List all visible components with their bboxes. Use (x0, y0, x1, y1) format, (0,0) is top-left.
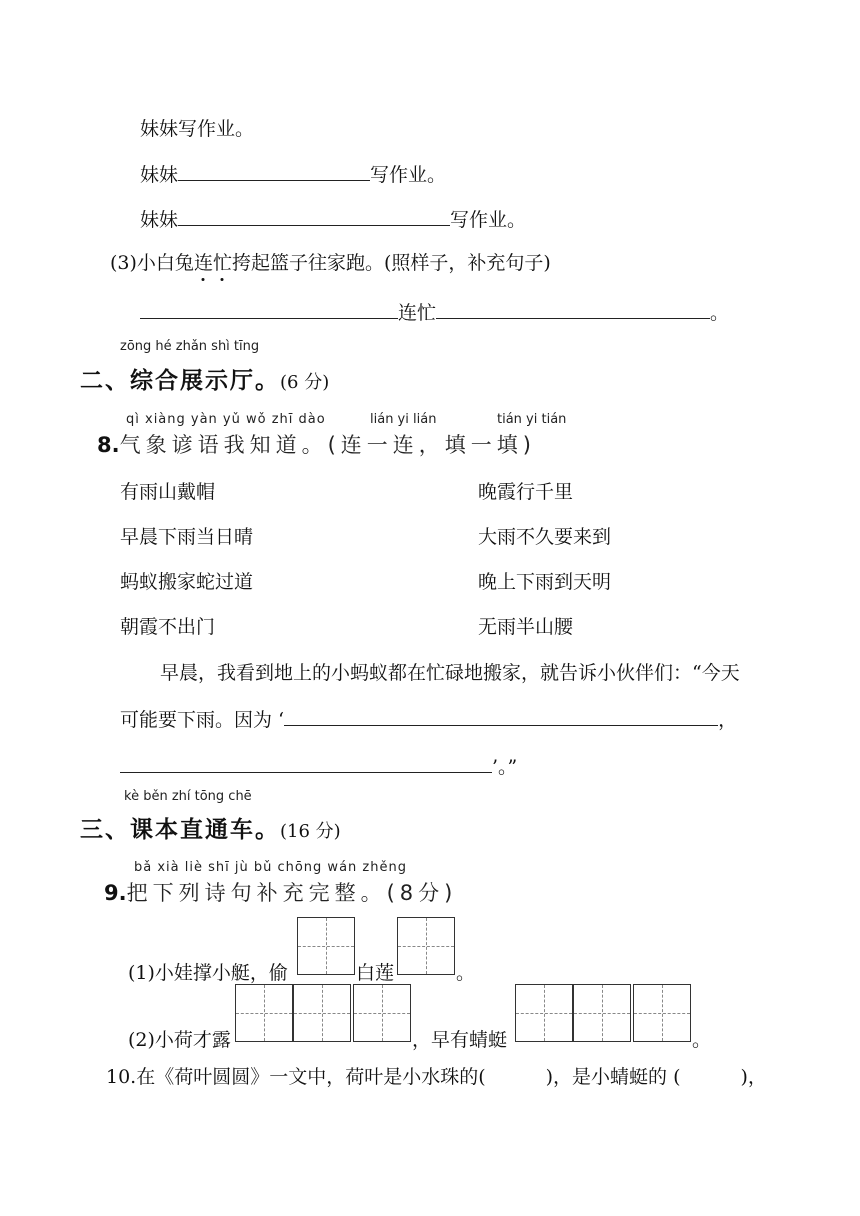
q3-mid: 连忙 (398, 302, 437, 324)
q8-heading (97, 429, 536, 459)
section2-title: 综合展示厅。 (130, 368, 280, 394)
q8-para3-post: ’。” (492, 756, 518, 778)
tian-box-4[interactable] (293, 984, 351, 1042)
fill-line-2 (140, 205, 526, 232)
q8-right-2[interactable]: 大雨不久要来到 (478, 526, 612, 548)
q10-text-c: )， (740, 1066, 767, 1088)
q3-emphasis-2: 忙 (213, 248, 232, 275)
fill-line-2-pre: 妹妹 (140, 209, 179, 231)
section3-heading (80, 811, 341, 844)
q8-left-4[interactable]: 朝霞不出门 (120, 616, 216, 638)
tian-box-5[interactable] (353, 984, 411, 1042)
q3-number: (3) (110, 252, 137, 274)
blank-1[interactable] (178, 179, 370, 181)
q8-pinyin-a: qì xiàng yàn yǔ wǒ zhī dào (126, 412, 326, 427)
q10-text-a: 10.在《荷叶圆圆》一文中，荷叶是小水珠的( (106, 1066, 486, 1088)
fill-line-1-pre: 妹妹 (140, 164, 179, 186)
q8-paragraph-3 (120, 752, 517, 779)
q9-line2-end: 。 (692, 1029, 712, 1051)
tian-box-8[interactable] (633, 984, 691, 1042)
question-3 (110, 248, 551, 275)
section2-number: 二、 (80, 368, 130, 394)
q9-pinyin: bǎ xià liè shī jù bǔ chōng wán zhěng (134, 860, 407, 875)
q9-title: 把下列诗句补充完整。(8分) (126, 881, 458, 905)
section3-title: 课本直通车。 (130, 817, 280, 843)
q8-right-3[interactable]: 晚上下雨到天明 (478, 571, 612, 593)
q8-left-2[interactable]: 早晨下雨当日晴 (120, 526, 254, 548)
q8-left-1[interactable]: 有雨山戴帽 (120, 481, 216, 503)
section2-heading (80, 362, 329, 395)
q8-right-1[interactable]: 晚霞行千里 (478, 481, 574, 503)
example-sentence: 妹妹写作业。 (140, 118, 255, 140)
q10-text-b: )，是小蜻蜓的 ( (545, 1066, 681, 1088)
section3-pinyin: kè běn zhí tōng chē (124, 789, 252, 804)
q9-line1-end: 。 (456, 962, 476, 984)
section3-score: (16 分) (280, 821, 341, 842)
blank-3a[interactable] (140, 317, 398, 319)
fill-line-2-post: 写作业。 (450, 209, 527, 231)
q8-para2-pre: 可能要下雨。因为 ‘ (120, 709, 285, 731)
blank-2[interactable] (178, 224, 450, 226)
q8-title: 气象谚语我知道。(连一连，填一填) (119, 433, 536, 457)
blank-3b[interactable] (436, 317, 710, 319)
tian-box-3[interactable] (235, 984, 293, 1042)
q8-paragraph-1: 早晨，我看到地上的小蚂蚁都在忙碌地搬家，就告诉小伙伴们：“今天 (160, 662, 740, 684)
tian-box-2[interactable] (397, 917, 455, 975)
q3-text-b: 挎起篮子往家跑。(照样子，补充句子) (231, 252, 551, 274)
fill-line-1 (140, 160, 446, 187)
section2-score: (6 分) (280, 372, 330, 393)
q8-paragraph-2 (120, 705, 737, 732)
q9-line2-pre: (2)小荷才露 (128, 1029, 231, 1051)
q8-pinyin-b: lián yi lián (370, 412, 437, 427)
tian-box-1[interactable] (297, 917, 355, 975)
q9-line1-mid: 白莲 (356, 962, 395, 984)
blank-q8-1[interactable] (284, 724, 718, 726)
q9-line1-pre: (1)小娃撑小艇，偷 (128, 962, 288, 984)
tian-box-6[interactable] (515, 984, 573, 1042)
q9-heading (104, 877, 457, 907)
q3-end: 。 (710, 302, 730, 324)
q8-number: 8. (97, 433, 120, 457)
section2-pinyin: zōng hé zhǎn shì tīng (120, 339, 260, 354)
q8-para2-post: ， (718, 709, 738, 731)
section3-number: 三、 (80, 817, 130, 843)
blank-q8-2[interactable] (120, 771, 492, 773)
q8-left-3[interactable]: 蚂蚁搬家蛇过道 (120, 571, 254, 593)
q9-line2-mid: ，早有蜻蜓 (412, 1029, 508, 1051)
q3-emphasis-1: 连 (194, 248, 213, 275)
fill-line-1-post: 写作业。 (370, 164, 447, 186)
q3-fill-line (140, 298, 729, 325)
q3-text-a: 小白兔 (136, 252, 194, 274)
tian-box-7[interactable] (573, 984, 631, 1042)
q8-pinyin-c: tián yi tián (497, 412, 567, 427)
q9-number: 9. (104, 881, 127, 905)
question-10 (106, 1062, 767, 1089)
q8-right-4[interactable]: 无雨半山腰 (478, 616, 574, 638)
